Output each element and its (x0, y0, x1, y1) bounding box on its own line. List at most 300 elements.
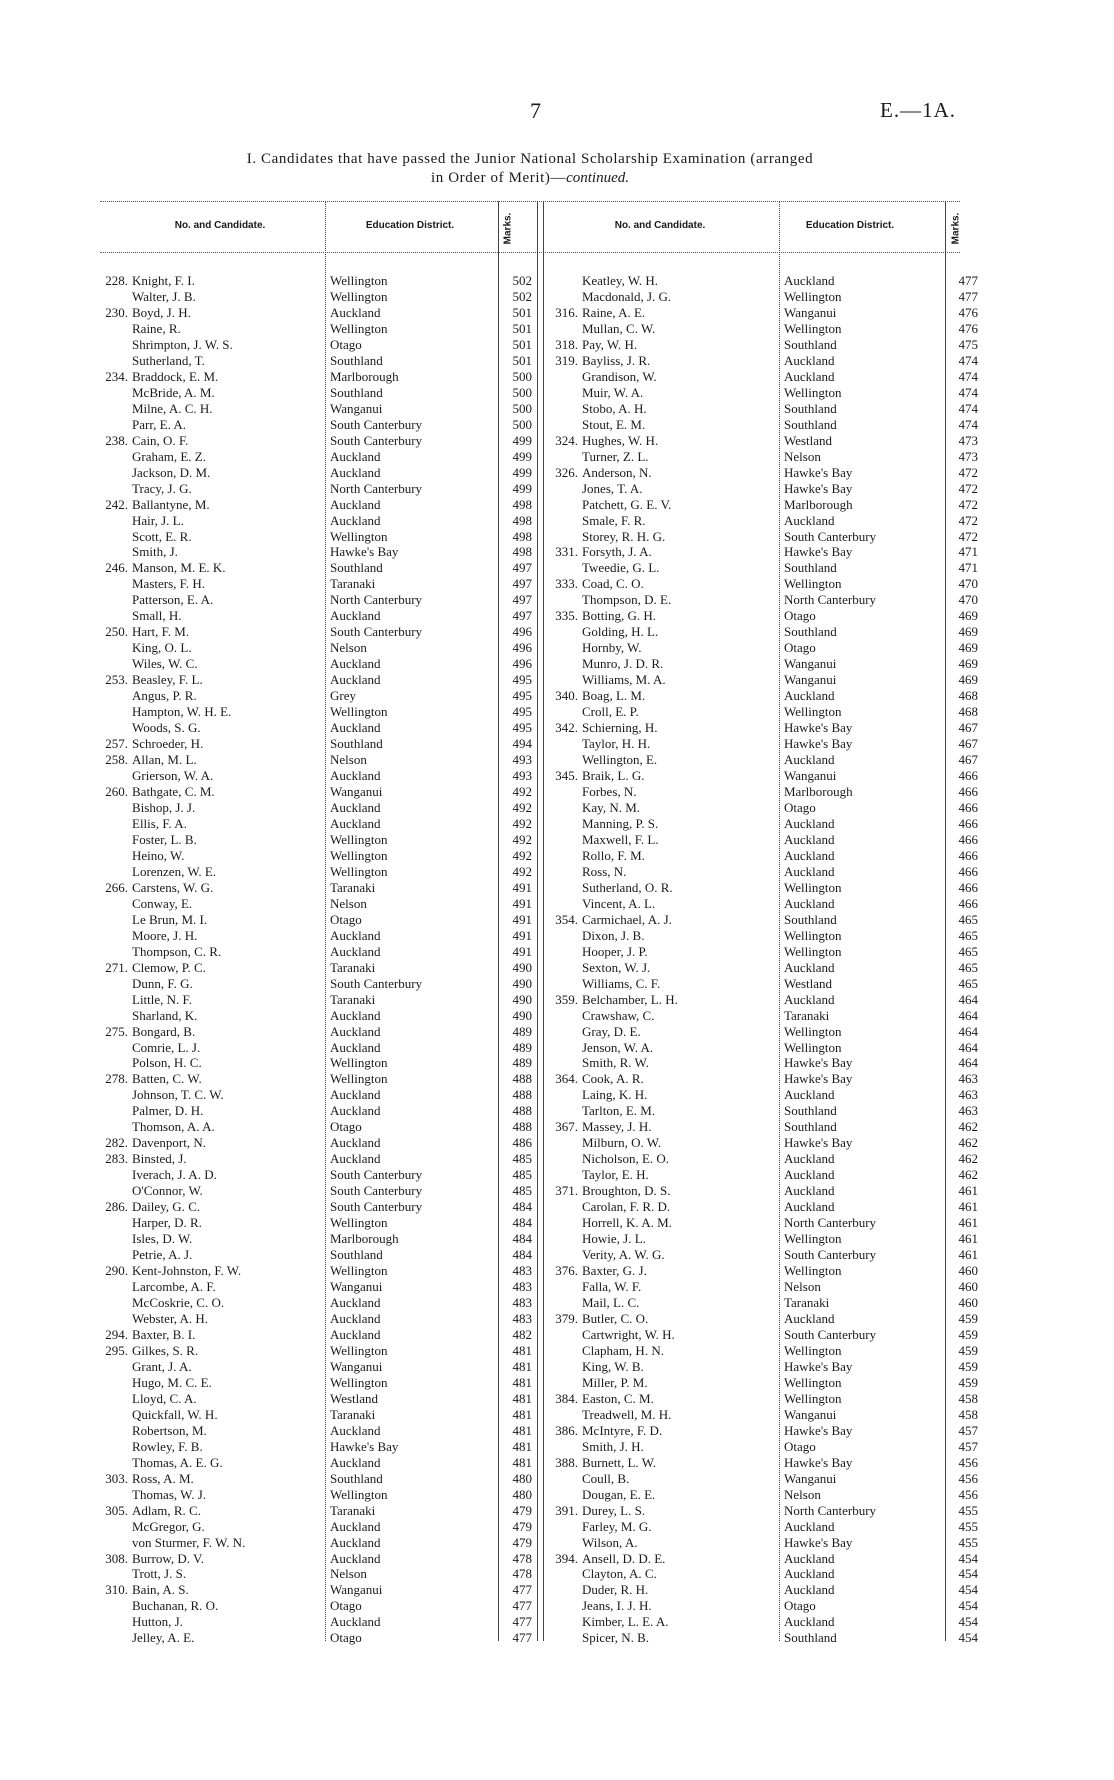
table-row (540, 928, 780, 944)
district-row (330, 720, 500, 736)
district-row (784, 321, 944, 337)
education-district: Auckland (330, 1151, 381, 1167)
table-row (540, 449, 780, 465)
marks-row (502, 848, 536, 864)
marks-value: 466 (958, 895, 978, 911)
district-row (330, 832, 500, 848)
table-row (540, 1582, 780, 1598)
district-row (330, 784, 500, 800)
title-line-2 (100, 169, 960, 188)
marks-row (948, 928, 982, 944)
table-row (90, 385, 330, 401)
marks-row (948, 305, 982, 321)
table-row (90, 912, 330, 928)
marks-value: 456 (958, 1486, 978, 1502)
district-row (784, 688, 944, 704)
candidate-name: Tracy, J. G. (132, 480, 192, 496)
candidate-name: Dixon, J. B. (582, 927, 645, 943)
district-row (784, 800, 944, 816)
candidate-name: Hutton, J. (132, 1614, 183, 1630)
marks-value: 464 (958, 1023, 978, 1039)
candidate-name: Manning, P. S. (582, 815, 659, 831)
marks-row (502, 1055, 536, 1071)
table-row (90, 1199, 330, 1215)
district-row (784, 305, 944, 321)
candidate-name: Smith, J. H. (582, 1438, 644, 1454)
marks-value: 471 (958, 560, 978, 576)
education-district: Auckland (784, 895, 835, 911)
marks-row (502, 1167, 536, 1183)
district-row (784, 1503, 944, 1519)
candidate-name: Ansell, D. D. E. (582, 1550, 666, 1566)
table-row (540, 608, 780, 624)
table-row (90, 688, 330, 704)
candidate-name: Horrell, K. A. M. (582, 1215, 672, 1231)
district-row (330, 1024, 500, 1040)
marks-row (502, 720, 536, 736)
table-row (90, 1215, 330, 1231)
marks-value: 463 (958, 1103, 978, 1119)
education-district: North Canterbury (330, 480, 423, 496)
marks-value: 492 (512, 815, 532, 831)
marks-value: 471 (958, 544, 978, 560)
district-row (784, 433, 944, 449)
district-row (330, 1311, 500, 1327)
table-row (540, 273, 780, 289)
candidate-name: Parr, E. A. (132, 416, 186, 432)
education-district: Hawke's Bay (784, 1135, 853, 1151)
candidate-name: Ross, N. (582, 863, 627, 879)
education-district: Southland (330, 1247, 383, 1263)
district-row (784, 864, 944, 880)
candidate-name: Botting, G. H. (582, 608, 657, 624)
education-district: Otago (330, 336, 362, 352)
table-row (540, 289, 780, 305)
marks-value: 488 (512, 1087, 532, 1103)
table-row (90, 1598, 330, 1614)
candidate-name: Hart, F. M. (132, 624, 190, 640)
marks-value: 490 (512, 975, 532, 991)
district-row (784, 960, 944, 976)
table-row (90, 1503, 330, 1519)
marks-row (502, 1215, 536, 1231)
marks-value: 461 (958, 1231, 978, 1247)
marks-row (948, 1135, 982, 1151)
marks-row (502, 656, 536, 672)
table-row (90, 449, 330, 465)
marks-value: 470 (958, 592, 978, 608)
candidate-name: Allan, M. L. (132, 752, 197, 768)
marks-value: 467 (958, 752, 978, 768)
district-row (330, 1598, 500, 1614)
table-row (540, 880, 780, 896)
table-row (540, 960, 780, 976)
candidate-name: Little, N. F. (132, 991, 192, 1007)
marks-row (502, 273, 536, 289)
district-row (330, 1040, 500, 1056)
candidate-name: Wiles, W. C. (132, 656, 198, 672)
table-row (540, 576, 780, 592)
marks-value: 454 (958, 1630, 978, 1646)
district-row (784, 1327, 944, 1343)
education-district: Wellington (330, 528, 388, 544)
marks-value: 466 (958, 784, 978, 799)
candidate-name: Baxter, B. I. (132, 1326, 196, 1342)
candidate-name: Hugo, M. C. E. (132, 1374, 212, 1390)
marks-row (502, 321, 536, 337)
table-row (540, 1055, 780, 1071)
table-row (90, 1103, 330, 1119)
rank-number: 342. (555, 720, 578, 736)
marks-row (948, 1167, 982, 1183)
table-row (90, 433, 330, 449)
education-district: Wellington (784, 879, 842, 895)
candidate-name: Butler, C. O. (582, 1310, 649, 1326)
education-district: Auckland (330, 1550, 381, 1566)
table-row (540, 1279, 780, 1295)
marks-value: 484 (512, 1231, 532, 1247)
right-districts (784, 273, 944, 1646)
table-row (90, 816, 330, 832)
education-district: South Canterbury (330, 1199, 423, 1215)
district-row (784, 1040, 944, 1056)
education-district: Marlborough (330, 1231, 399, 1247)
marks-row (948, 465, 982, 481)
district-row (784, 481, 944, 497)
table-row (540, 560, 780, 576)
candidate-name: Miller, P. M. (582, 1374, 648, 1390)
district-row (784, 832, 944, 848)
marks-row (948, 608, 982, 624)
district-row (330, 944, 500, 960)
district-row (784, 848, 944, 864)
table-row (540, 1359, 780, 1375)
marks-value: 481 (512, 1454, 532, 1470)
candidate-name: Cain, O. F. (132, 432, 189, 448)
marks-row (948, 1487, 982, 1503)
marks-value: 470 (958, 576, 978, 592)
district-row (784, 576, 944, 592)
marks-value: 469 (958, 608, 978, 624)
education-district: Auckland (330, 512, 381, 528)
candidate-name: Grierson, W. A. (132, 768, 214, 784)
education-district: Southland (330, 1470, 383, 1486)
marks-row (948, 1151, 982, 1167)
education-district: Wellington (330, 1342, 388, 1358)
district-row (784, 385, 944, 401)
marks-row (948, 433, 982, 449)
education-district: Hawke's Bay (784, 736, 853, 752)
education-district: Hawke's Bay (784, 720, 853, 736)
marks-value: 459 (958, 1374, 978, 1390)
table-row (540, 353, 780, 369)
table-row (540, 1119, 780, 1135)
candidate-name: Coull, B. (582, 1470, 630, 1486)
table-row (90, 481, 330, 497)
marks-row (502, 992, 536, 1008)
candidate-name: Wellington, E. (582, 752, 658, 768)
district-row (784, 640, 944, 656)
table-row (540, 385, 780, 401)
district-row (784, 592, 944, 608)
district-row (330, 896, 500, 912)
candidate-name: Davenport, N. (132, 1135, 207, 1151)
district-row (784, 1375, 944, 1391)
table-row (90, 576, 330, 592)
education-district: Taranaki (330, 959, 376, 975)
marks-value: 467 (958, 736, 978, 752)
education-district: South Canterbury (330, 975, 423, 991)
district-row (784, 465, 944, 481)
education-district: Southland (784, 400, 837, 416)
marks-value: 492 (512, 863, 532, 879)
education-district: North Canterbury (330, 592, 423, 608)
candidate-name: Masters, F. H. (132, 576, 205, 592)
candidate-name: Shrimpton, J. W. S. (132, 336, 233, 352)
marks-value: 455 (958, 1518, 978, 1534)
district-row (784, 1247, 944, 1263)
district-row (330, 960, 500, 976)
education-district: Wellington (784, 704, 842, 720)
district-row (330, 1614, 500, 1630)
marks-row (948, 992, 982, 1008)
table-row (90, 1359, 330, 1375)
marks-value: 477 (512, 1630, 532, 1646)
candidate-name: Jeans, I. J. H. (582, 1598, 652, 1614)
candidate-name: Hooper, J. P. (582, 943, 648, 959)
education-district: Southland (784, 1103, 837, 1119)
table-row (540, 1295, 780, 1311)
candidate-name: Comrie, L. J. (132, 1039, 201, 1055)
marks-value: 461 (958, 1215, 978, 1231)
education-district: Auckland (330, 1135, 381, 1151)
table-row (540, 1231, 780, 1247)
marks-row (502, 1455, 536, 1471)
district-row (330, 768, 500, 784)
rank-number: 308. (105, 1550, 128, 1566)
education-district: Southland (330, 384, 383, 400)
marks-row (502, 832, 536, 848)
marks-row (502, 1087, 536, 1103)
district-row (330, 816, 500, 832)
education-district: Otago (784, 608, 816, 624)
table-row (90, 736, 330, 752)
marks-value: 466 (958, 831, 978, 847)
rank-number: 275. (105, 1023, 128, 1039)
table-row (90, 529, 330, 545)
rank-number: 257. (105, 736, 128, 752)
marks-row (948, 640, 982, 656)
table-row (90, 704, 330, 720)
table-row (540, 1167, 780, 1183)
education-district: Wanganui (784, 768, 837, 784)
table-row (540, 864, 780, 880)
marks-row (502, 1439, 536, 1455)
candidate-name: Jenson, W. A. (582, 1039, 654, 1055)
table-row (540, 529, 780, 545)
marks-value: 496 (512, 656, 532, 672)
rank-number: 386. (555, 1422, 578, 1438)
table-row (90, 417, 330, 433)
table-row (90, 1167, 330, 1183)
marks-value: 491 (512, 927, 532, 943)
education-district: Otago (330, 1598, 362, 1614)
candidate-name: Boag, L. M. (582, 688, 646, 704)
marks-value: 473 (958, 432, 978, 448)
table-row (90, 656, 330, 672)
marks-value: 495 (512, 720, 532, 736)
table-row (90, 1040, 330, 1056)
table-row (90, 928, 330, 944)
candidate-name: Webster, A. H. (132, 1310, 209, 1326)
marks-row (502, 560, 536, 576)
table-row (90, 1551, 330, 1567)
table-row (90, 1183, 330, 1199)
candidate-name: King, W. B. (582, 1358, 644, 1374)
marks-value: 474 (958, 416, 978, 432)
marks-row (502, 1151, 536, 1167)
candidate-name: Quickfall, W. H. (132, 1406, 218, 1422)
candidate-name: Kay, N. M. (582, 799, 641, 815)
marks-row (502, 1503, 536, 1519)
table-row (540, 704, 780, 720)
education-district: Auckland (330, 768, 381, 784)
district-row (784, 752, 944, 768)
marks-value: 489 (512, 1023, 532, 1039)
table-row (540, 497, 780, 513)
candidate-name: Kimber, L. E. A. (582, 1614, 669, 1630)
marks-value: 495 (512, 704, 532, 720)
rank-number: 228. (105, 273, 128, 288)
candidate-name: Thompson, D. E. (582, 592, 672, 608)
education-district: Wanganui (784, 1406, 837, 1422)
table-row (90, 832, 330, 848)
candidate-name: Ballantyne, M. (132, 496, 210, 512)
district-row (330, 912, 500, 928)
rank-number: 359. (555, 991, 578, 1007)
rank-number: 394. (555, 1550, 578, 1566)
education-district: Wellington (784, 288, 842, 304)
table-row (90, 1471, 330, 1487)
district-row (784, 1199, 944, 1215)
marks-row (948, 1503, 982, 1519)
marks-row (948, 896, 982, 912)
education-district: Auckland (330, 799, 381, 815)
marks-row (502, 784, 536, 800)
candidate-name: Burrow, D. V. (132, 1550, 204, 1566)
candidate-name: Lorenzen, W. E. (132, 863, 217, 879)
district-row (330, 353, 500, 369)
marks-value: 476 (958, 304, 978, 320)
district-row (784, 353, 944, 369)
table-row (90, 1582, 330, 1598)
marks-value: 477 (958, 273, 978, 288)
education-district: Grey (330, 688, 356, 704)
marks-value: 499 (512, 432, 532, 448)
candidate-name: Anderson, N. (582, 464, 652, 480)
education-district: Wellington (784, 320, 842, 336)
education-district: Otago (784, 1598, 816, 1614)
candidate-name: Dougan, E. E. (582, 1486, 656, 1502)
marks-row (948, 385, 982, 401)
rank-number: 234. (105, 368, 128, 384)
marks-row (502, 1535, 536, 1551)
marks-value: 469 (958, 624, 978, 640)
district-row (784, 672, 944, 688)
marks-row (948, 321, 982, 337)
district-row (330, 1247, 500, 1263)
marks-row (502, 1040, 536, 1056)
marks-value: 464 (958, 1039, 978, 1055)
candidate-name: Farley, M. G. (582, 1518, 652, 1534)
marks-row (948, 497, 982, 513)
table-row (540, 1343, 780, 1359)
marks-value: 481 (512, 1438, 532, 1454)
marks-row (502, 1135, 536, 1151)
marks-value: 482 (512, 1326, 532, 1342)
marks-value: 454 (958, 1598, 978, 1614)
rank-number: 376. (555, 1263, 578, 1279)
district-row (330, 1215, 500, 1231)
marks-value: 468 (958, 704, 978, 720)
table-row (90, 848, 330, 864)
candidate-name: Knight, F. I. (132, 273, 195, 288)
table-row (90, 624, 330, 640)
education-district: Auckland (330, 1295, 381, 1310)
candidate-name: Thomas, W. J. (132, 1486, 207, 1502)
district-row (330, 321, 500, 337)
marks-row (948, 1040, 982, 1056)
marks-value: 481 (512, 1358, 532, 1374)
candidate-name: Forbes, N. (582, 784, 637, 799)
table-row (540, 1071, 780, 1087)
table-row (90, 1263, 330, 1279)
marks-value: 479 (512, 1502, 532, 1518)
education-district: South Canterbury (330, 1183, 423, 1199)
candidate-name: Petrie, A. J. (132, 1247, 193, 1263)
candidate-name: Hornby, W. (582, 640, 642, 656)
marks-row (948, 1087, 982, 1103)
table-row (540, 1551, 780, 1567)
marks-value: 501 (512, 352, 532, 368)
education-district: Auckland (784, 847, 835, 863)
district-row (784, 1630, 944, 1646)
candidate-name: Iverach, J. A. D. (132, 1167, 217, 1183)
marks-row (502, 529, 536, 545)
district-row (330, 752, 500, 768)
education-district: Auckland (784, 352, 835, 368)
candidate-name: Schierning, H. (582, 720, 658, 736)
marks-row (948, 1008, 982, 1024)
education-district: Westland (330, 1390, 379, 1406)
candidate-name: Carstens, W. G. (132, 879, 214, 895)
marks-row (502, 449, 536, 465)
marks-row (502, 1024, 536, 1040)
education-district: South Canterbury (330, 416, 423, 432)
education-district: Southland (784, 560, 837, 576)
rank-number: 324. (555, 432, 578, 448)
candidate-name: Lloyd, C. A. (132, 1390, 197, 1406)
marks-value: 484 (512, 1199, 532, 1215)
candidate-name: Walter, J. B. (132, 288, 196, 304)
table-row (540, 832, 780, 848)
candidate-name: Harper, D. R. (132, 1215, 202, 1231)
marks-row (502, 385, 536, 401)
education-district: Taranaki (330, 991, 376, 1007)
education-district: Auckland (784, 688, 835, 704)
marks-row (502, 353, 536, 369)
marks-row (502, 1551, 536, 1567)
